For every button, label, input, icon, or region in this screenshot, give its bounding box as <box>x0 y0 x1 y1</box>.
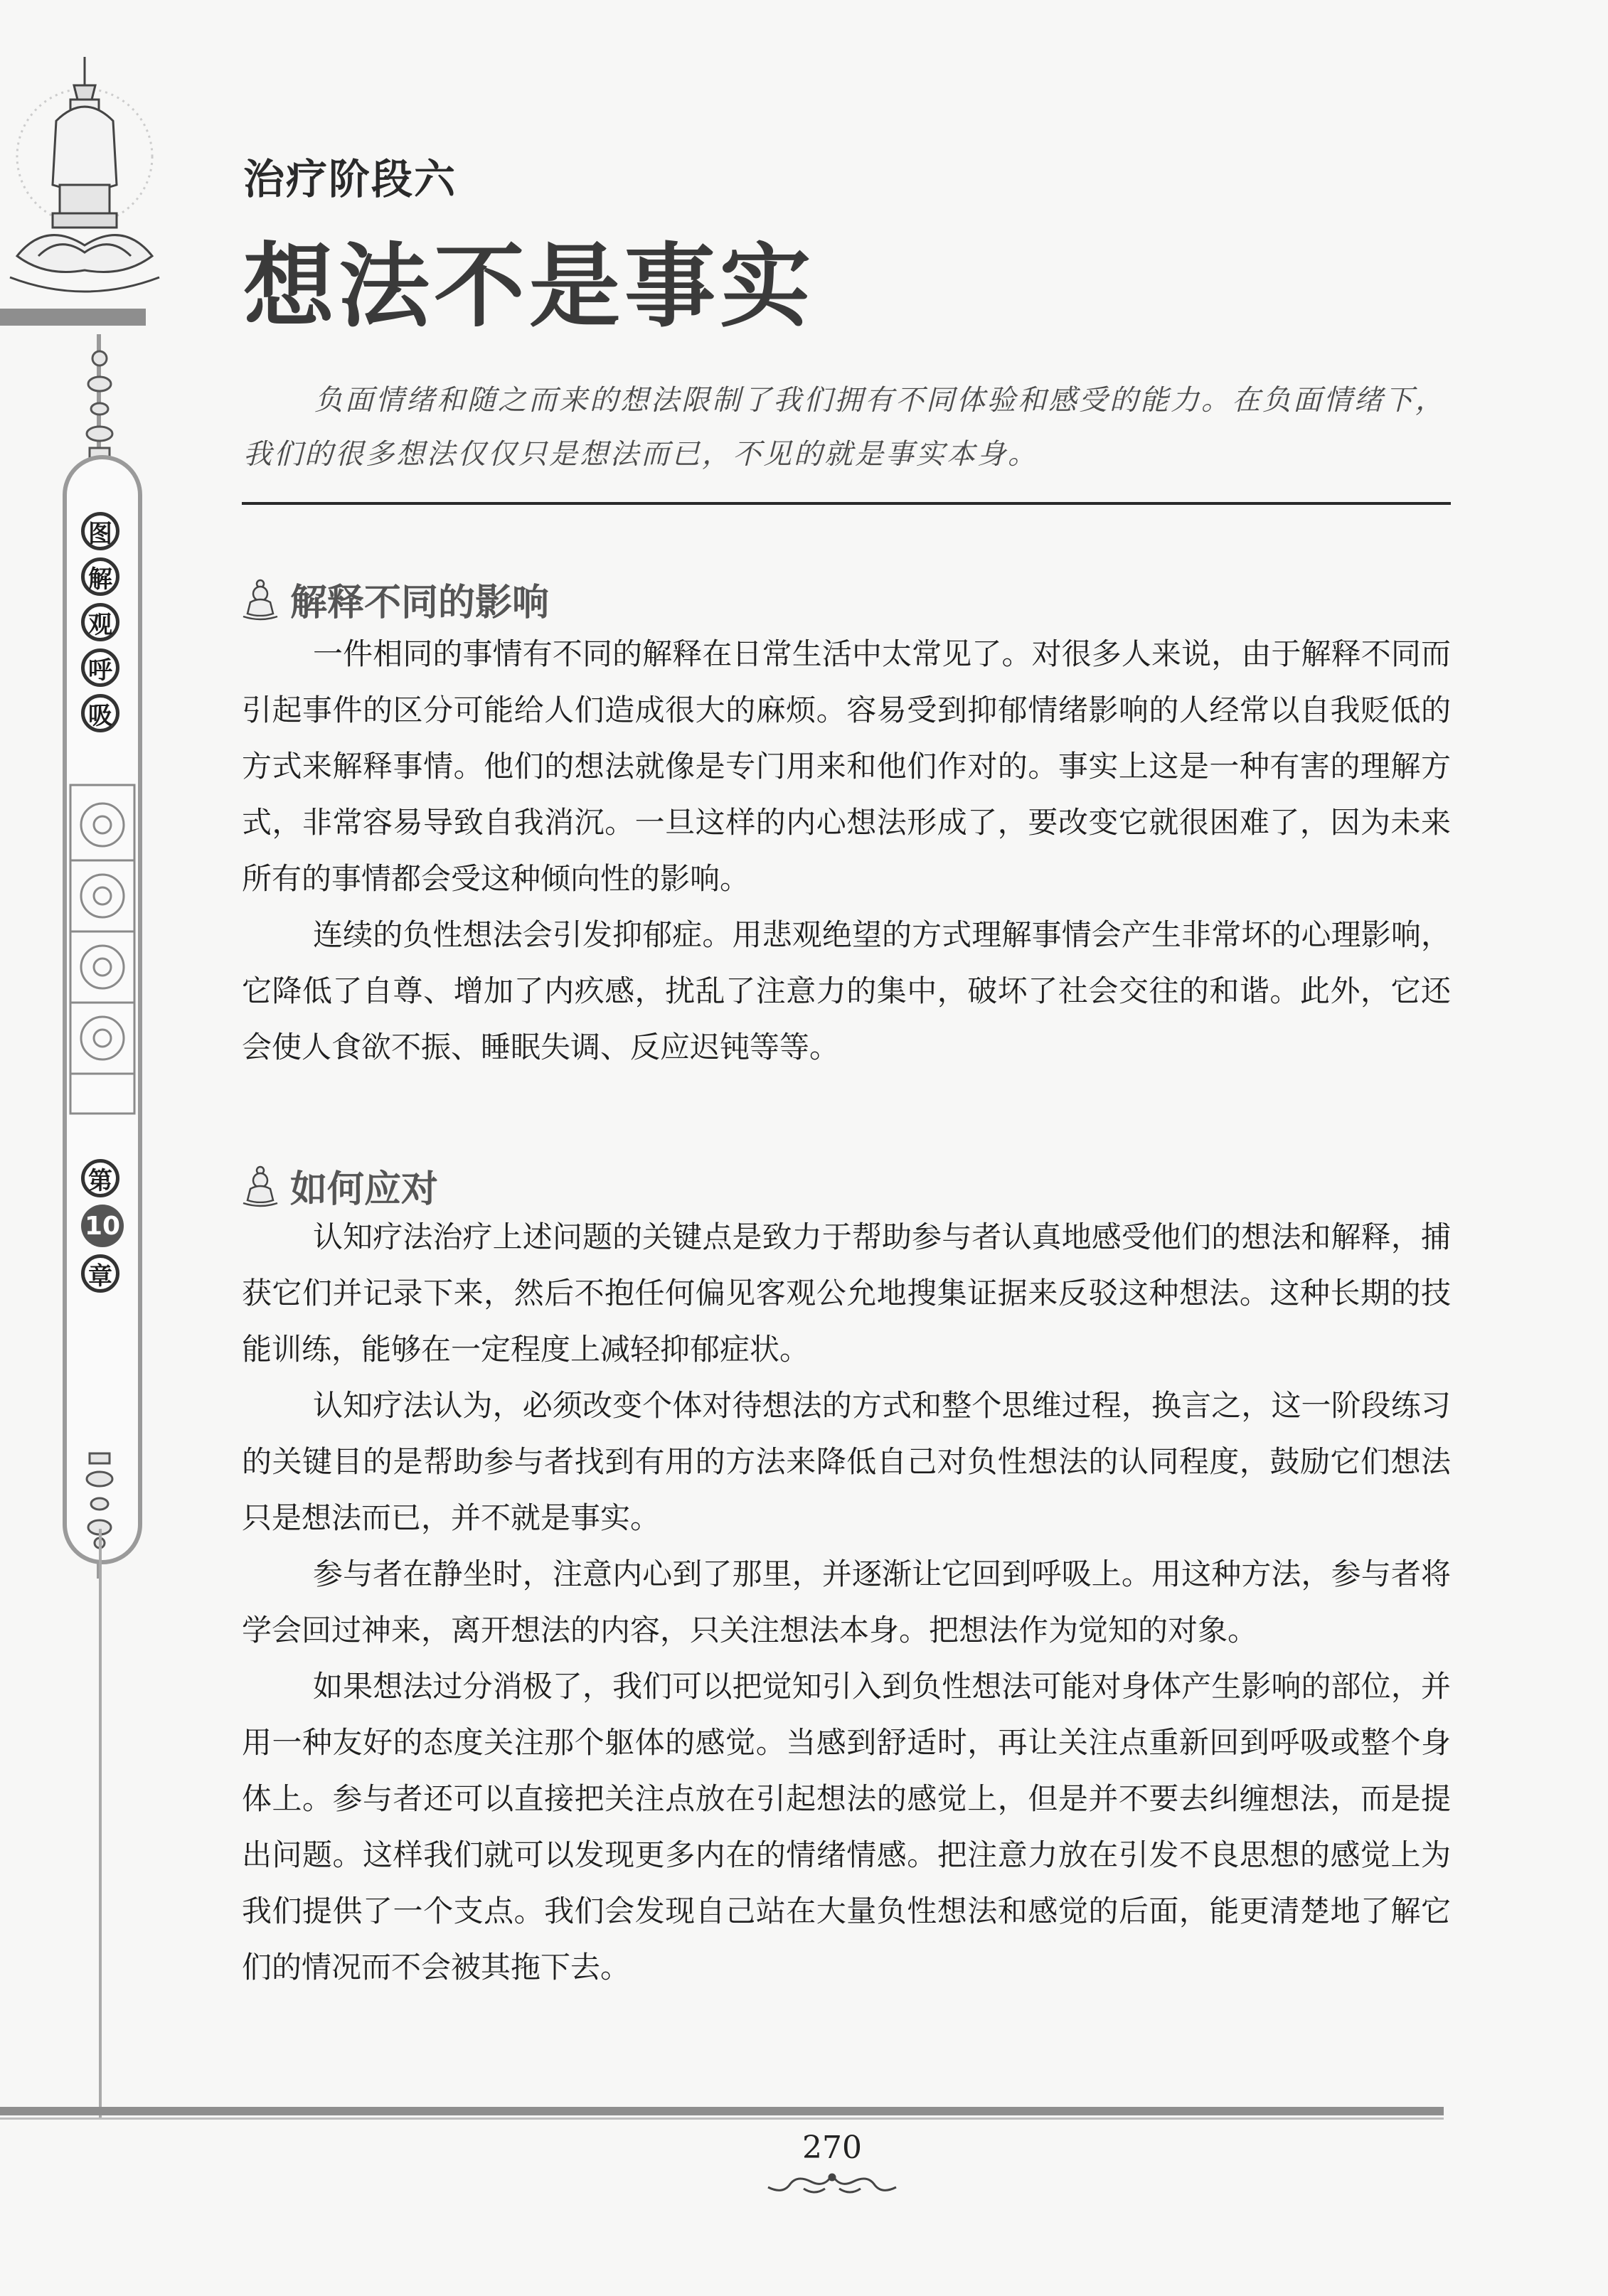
intro-text: 负面情绪和随之而来的想法限制了我们拥有不同体验和感受的能力。在负面情绪下，我们的很多想法仅仅只是想法而已，不见的就是事实本身。 <box>243 384 1446 471</box>
chapter-label <box>81 1159 124 1300</box>
section-heading <box>240 1159 438 1212</box>
paragraph: 参与者在静坐时，注意内心到了那里，并逐渐让它回到呼吸上。用这种方法，参与者将学会回过神来，离开想法的内容，只关注想法本身。把想法作为觉知的对象。 <box>242 1557 1451 1648</box>
stupa-lotus-ornament <box>3 43 166 306</box>
book-title-char: 图 <box>81 512 119 550</box>
paragraph: 认知疗法认为，必须改变个体对待想法的方式和整个思维过程，换言之，这一阶段练习的关键目的是帮助参与者找到有用的方法来降低自己对负性想法的认同程度，鼓励它们想法只是想法而已，并不就是事实。 <box>242 1388 1451 1535</box>
chapter-char: 第 <box>81 1159 119 1197</box>
header-bar <box>0 309 146 326</box>
book-title-char: 观 <box>81 603 119 641</box>
divider <box>242 502 1451 505</box>
rod-finial-top-icon <box>84 348 115 462</box>
section-body <box>242 626 1451 1075</box>
flourish-ornament <box>761 2167 903 2199</box>
book-title-char: 呼 <box>81 648 119 687</box>
paragraph: 如果想法过分消极了，我们可以把觉知引入到负性想法可能对身体产生影响的部位，并用一种友好的态度关注那个躯体的感觉。当感到舒适时，再让关注点重新回到呼吸或整个身体上。参与者还可以直接把关注点放在引起想法的感觉上，但是并不要去纠缠想法，而是提出问题。这样我们就可以发现更多内在的情绪情感。把注意力放在引发不良思想的感觉上为我们提供了一个支点。我们会发现自己站在大量负性想法和感觉的后面，能更清楚地了解它们的情况而不会被其拖下去。 <box>242 1669 1451 1985</box>
section-heading-text: 解释不同的影响 <box>290 581 550 624</box>
section-body <box>242 1209 1451 1995</box>
buddha-icon <box>240 578 280 621</box>
page-number: 270 <box>802 2130 862 2166</box>
book-title-vertical <box>81 512 124 739</box>
section-heading <box>240 572 549 626</box>
paragraph: 连续的负性想法会引发抑郁症。用悲观绝望的方式理解事情会产生非常坏的心理影响，它降低了自尊、增加了内疚感，扰乱了注意力的集中，破坏了社会交往的和谐。此外，它还会使人食欲不振、睡眠失调、反应迟钝等等。 <box>242 917 1451 1064</box>
stage-label: 治疗阶段六 <box>243 155 457 203</box>
paragraph: 一件相同的事情有不同的解释在日常生活中太常见了。对很多人来说，由于解释不同而引起事件的区分可能给人们造成很大的麻烦。容易受到抑郁情绪影响的人经常以自我贬低的方式来解释事情。他们的想法就像是专门用来和他们作对的。事实上这是一种有害的理解方式，非常容易导致自我消沉。一旦这样的内心想法形成了，要改变它就很困难了，因为未来所有的事情都会受这种倾向性的影响。 <box>242 636 1451 896</box>
footer-line <box>0 2118 1444 2120</box>
lattice-pattern <box>68 782 137 1116</box>
book-title-char: 解 <box>81 557 119 596</box>
chapter-number: 10 <box>81 1205 124 1247</box>
buddha-icon <box>240 1165 280 1207</box>
paragraph: 认知疗法治疗上述问题的关键点是致力于帮助参与者认真地感受他们的想法和解释，捕获它们并记录下来，然后不抱任何偏见客观公允地搜集证据来反驳这种想法。这种长期的技能训练，能够在一定程度上减轻抑郁症状。 <box>242 1219 1451 1367</box>
page-title: 想法不是事实 <box>243 233 816 340</box>
book-title-char: 吸 <box>81 694 119 732</box>
footer-bar <box>0 2107 1444 2115</box>
chapter-char: 章 <box>81 1254 119 1293</box>
section-heading-text: 如何应对 <box>290 1168 439 1211</box>
margin-line <box>99 1529 102 2119</box>
